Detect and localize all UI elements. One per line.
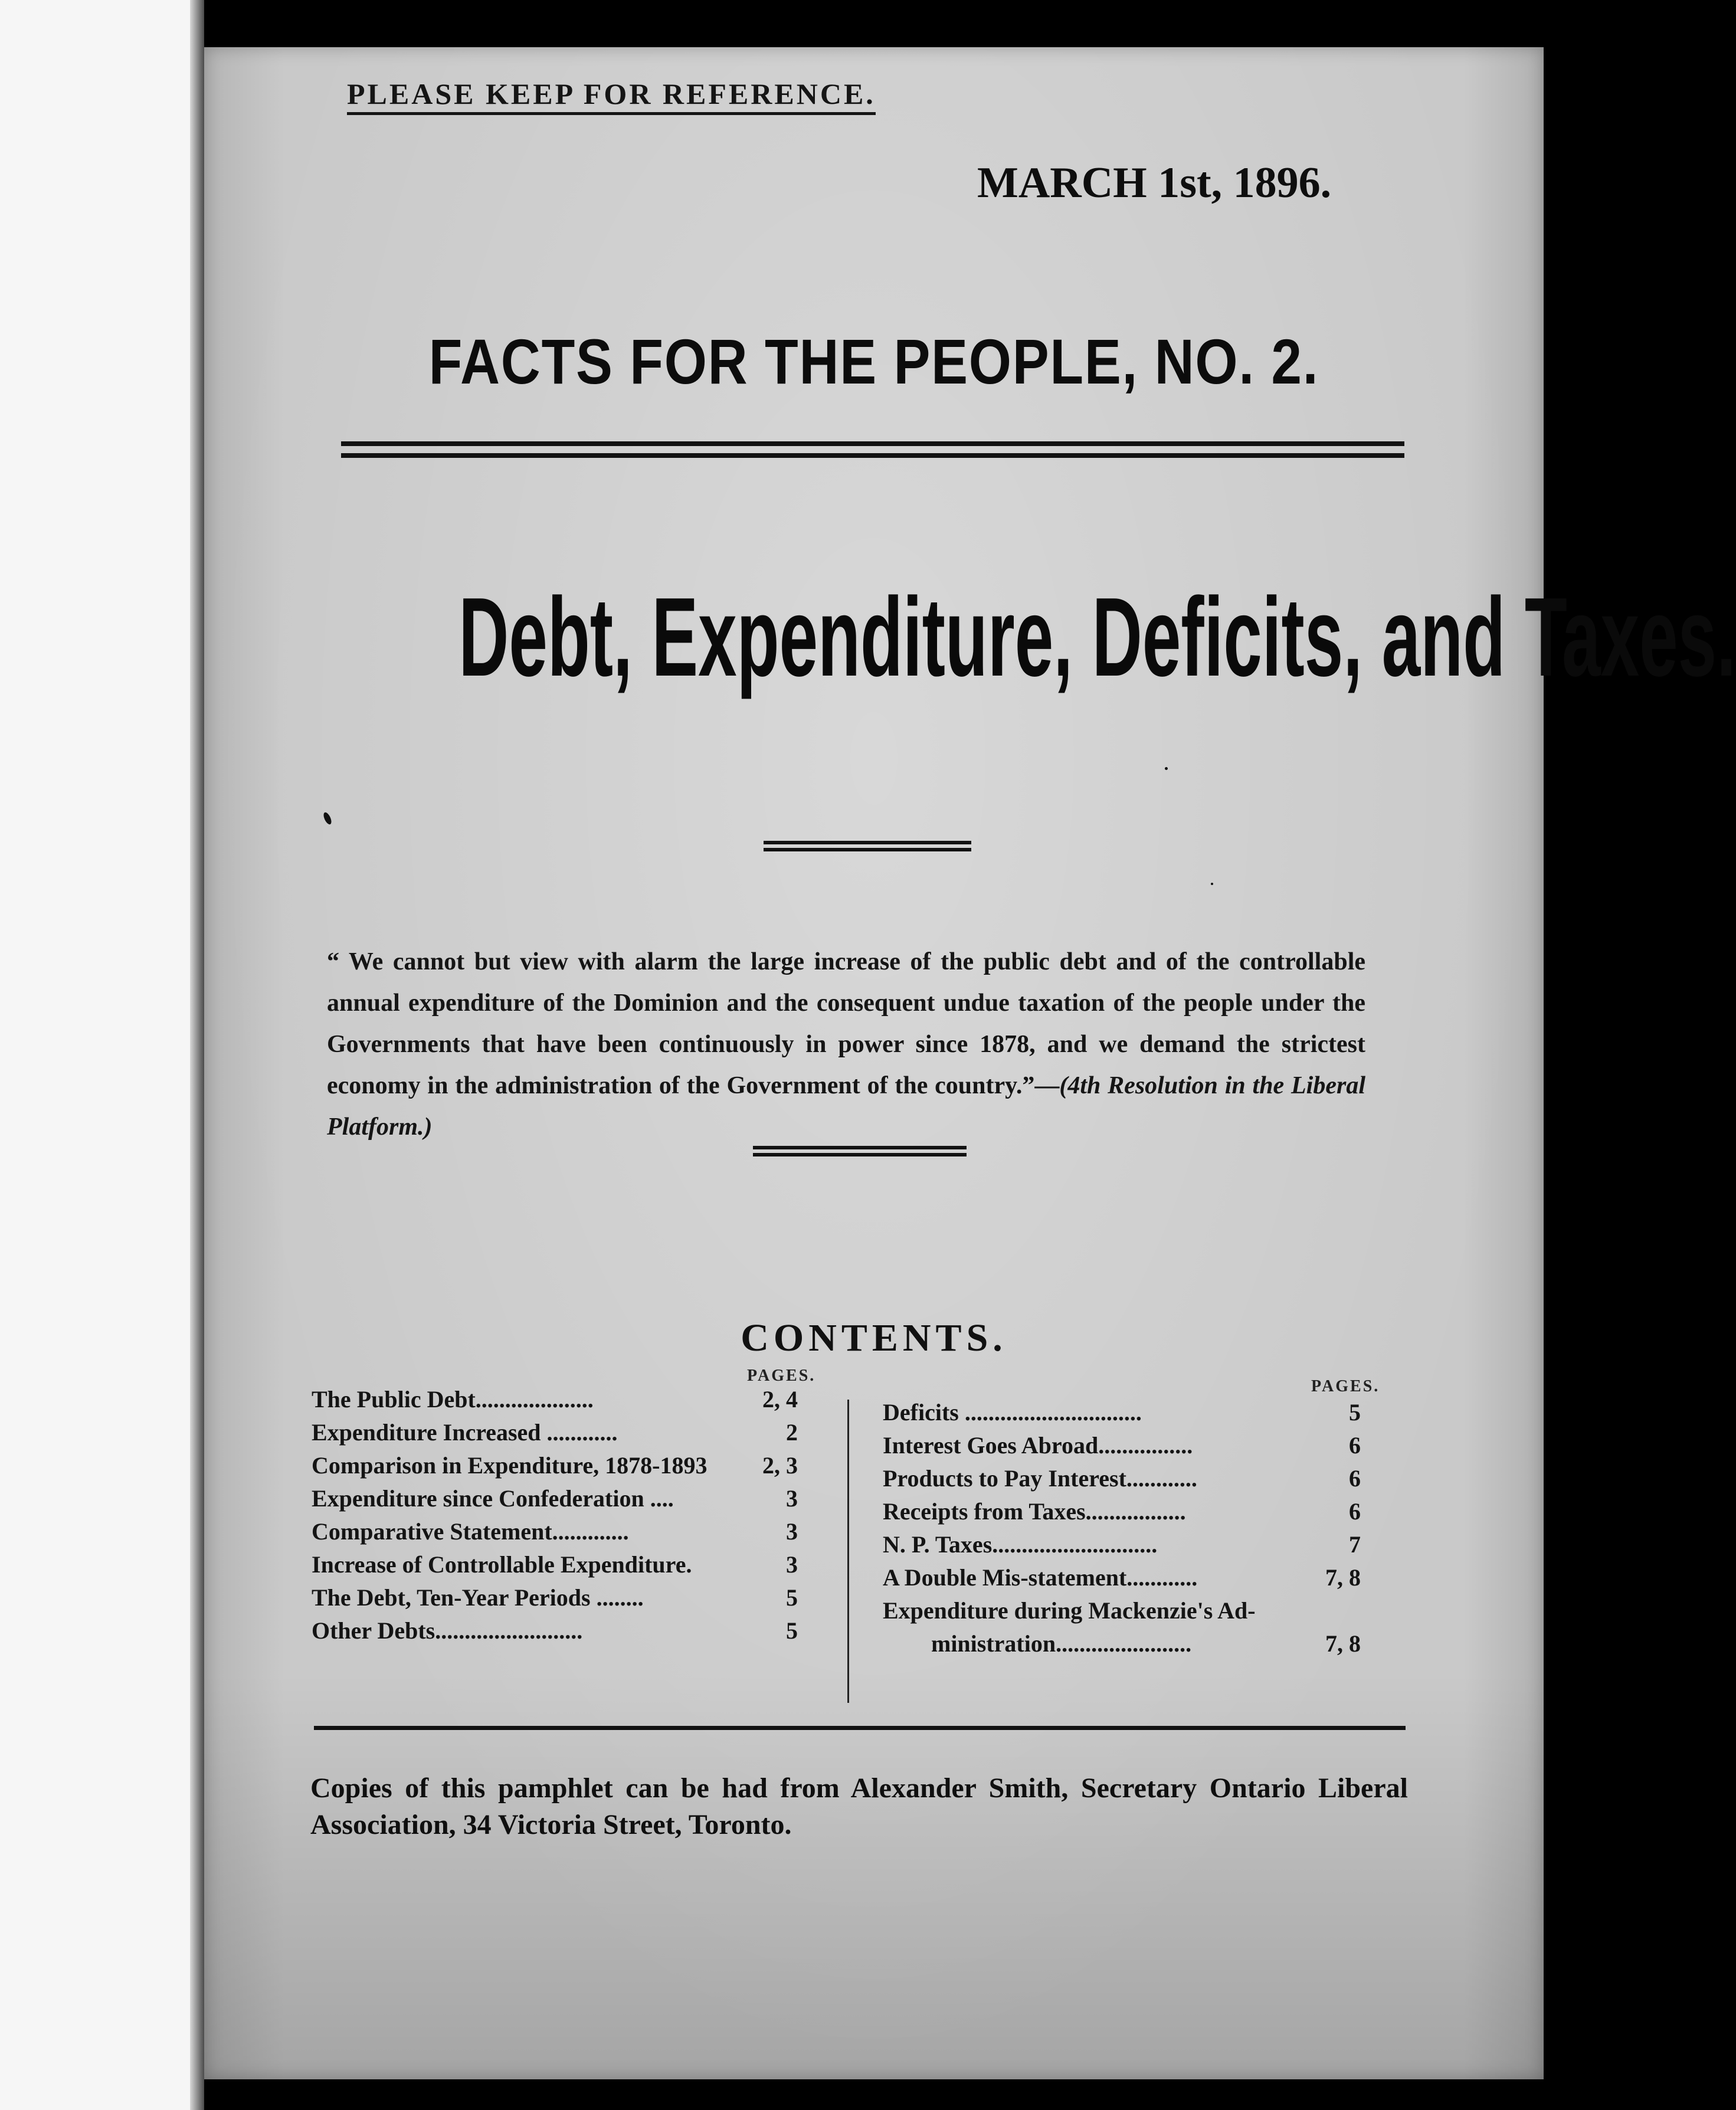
toc-page: 7, 8 xyxy=(1325,1630,1361,1657)
facing-page xyxy=(0,0,196,2110)
toc-page: 6 xyxy=(1349,1432,1361,1459)
toc-page: 6 xyxy=(1349,1465,1361,1492)
toc-item: N. P. Taxes............................ xyxy=(883,1531,1158,1558)
pages-header-right: PAGES. xyxy=(1311,1377,1380,1395)
toc-item: The Debt, Ten-Year Periods ........ xyxy=(312,1584,644,1611)
toc-item: Expenditure during Mackenzie's Ad- xyxy=(883,1597,1256,1624)
toc-item: The Public Debt.................... xyxy=(312,1386,594,1413)
contents-bottom-rule xyxy=(314,1726,1406,1730)
toc-item: Comparative Statement............. xyxy=(312,1518,629,1545)
toc-item: Expenditure since Confederation .... xyxy=(312,1485,674,1512)
contents-column-divider xyxy=(847,1400,849,1703)
main-title: Debt, Expenditure, Deficits, and Taxes. xyxy=(458,575,1736,700)
pamphlet-cover xyxy=(204,47,1736,2079)
ink-speck xyxy=(1211,883,1213,885)
toc-page: 3 xyxy=(786,1551,798,1578)
toc-page: 2 xyxy=(786,1419,798,1446)
toc-item: ministration....................... xyxy=(931,1630,1192,1657)
page-gutter xyxy=(190,0,204,2110)
toc-item: Other Debts......................... xyxy=(312,1617,583,1644)
contents-heading: CONTENTS. xyxy=(741,1316,1007,1359)
toc-item: Interest Goes Abroad................ xyxy=(883,1432,1193,1459)
toc-page: 2, 4 xyxy=(762,1386,798,1413)
toc-page: 6 xyxy=(1349,1498,1361,1525)
toc-page: 7, 8 xyxy=(1325,1564,1361,1591)
copies-notice: Copies of this pamphlet can be had from Alexander Smith, Secretary Ontario Liberal Association, 34 Victoria Street, Toronto. xyxy=(310,1772,1408,1840)
toc-item: Increase of Controllable Expenditure. xyxy=(312,1551,692,1578)
toc-item: Receipts from Taxes................. xyxy=(883,1498,1186,1525)
toc-page: 3 xyxy=(786,1485,798,1512)
toc-page: 5 xyxy=(786,1584,798,1611)
publication-date: MARCH 1st, 1896. xyxy=(977,159,1332,207)
toc-page: 3 xyxy=(786,1518,798,1545)
keep-notice: PLEASE KEEP FOR REFERENCE. xyxy=(347,77,876,115)
quote-citation: (4th Resolution in the Liberal Platform.) xyxy=(327,1072,1365,1141)
toc-item: A Double Mis-statement............ xyxy=(883,1564,1198,1591)
ornament-rule-2 xyxy=(753,1146,967,1156)
title-divider xyxy=(341,441,1404,458)
toc-item: Products to Pay Interest............ xyxy=(883,1465,1197,1492)
quote-text: “ We cannot but view with alarm the large increase of the public debt and of the controllable annual expenditure of the Dominion and the consequent undue taxation of the people under the Governments that have been continuously in power since 1878, and we demand the strictest economy in the administration of the Government of the country.”— xyxy=(327,948,1365,1099)
toc-page: 2, 3 xyxy=(762,1452,798,1479)
toc-item: Deficits .............................. xyxy=(883,1399,1142,1426)
platform-quote xyxy=(327,941,1365,1148)
toc-page: 5 xyxy=(1349,1399,1361,1426)
series-title: FACTS FOR THE PEOPLE, NO. 2. xyxy=(428,326,1319,397)
pages-header-left: PAGES. xyxy=(747,1367,816,1385)
toc-page: 7 xyxy=(1349,1531,1361,1558)
ink-speck xyxy=(322,811,333,825)
toc-item: Expenditure Increased ............ xyxy=(312,1419,618,1446)
ink-speck xyxy=(1165,767,1168,770)
toc-item: Comparison in Expenditure, 1878-1893 xyxy=(312,1452,707,1479)
toc-page: 5 xyxy=(786,1617,798,1644)
ornament-rule-1 xyxy=(764,841,971,851)
